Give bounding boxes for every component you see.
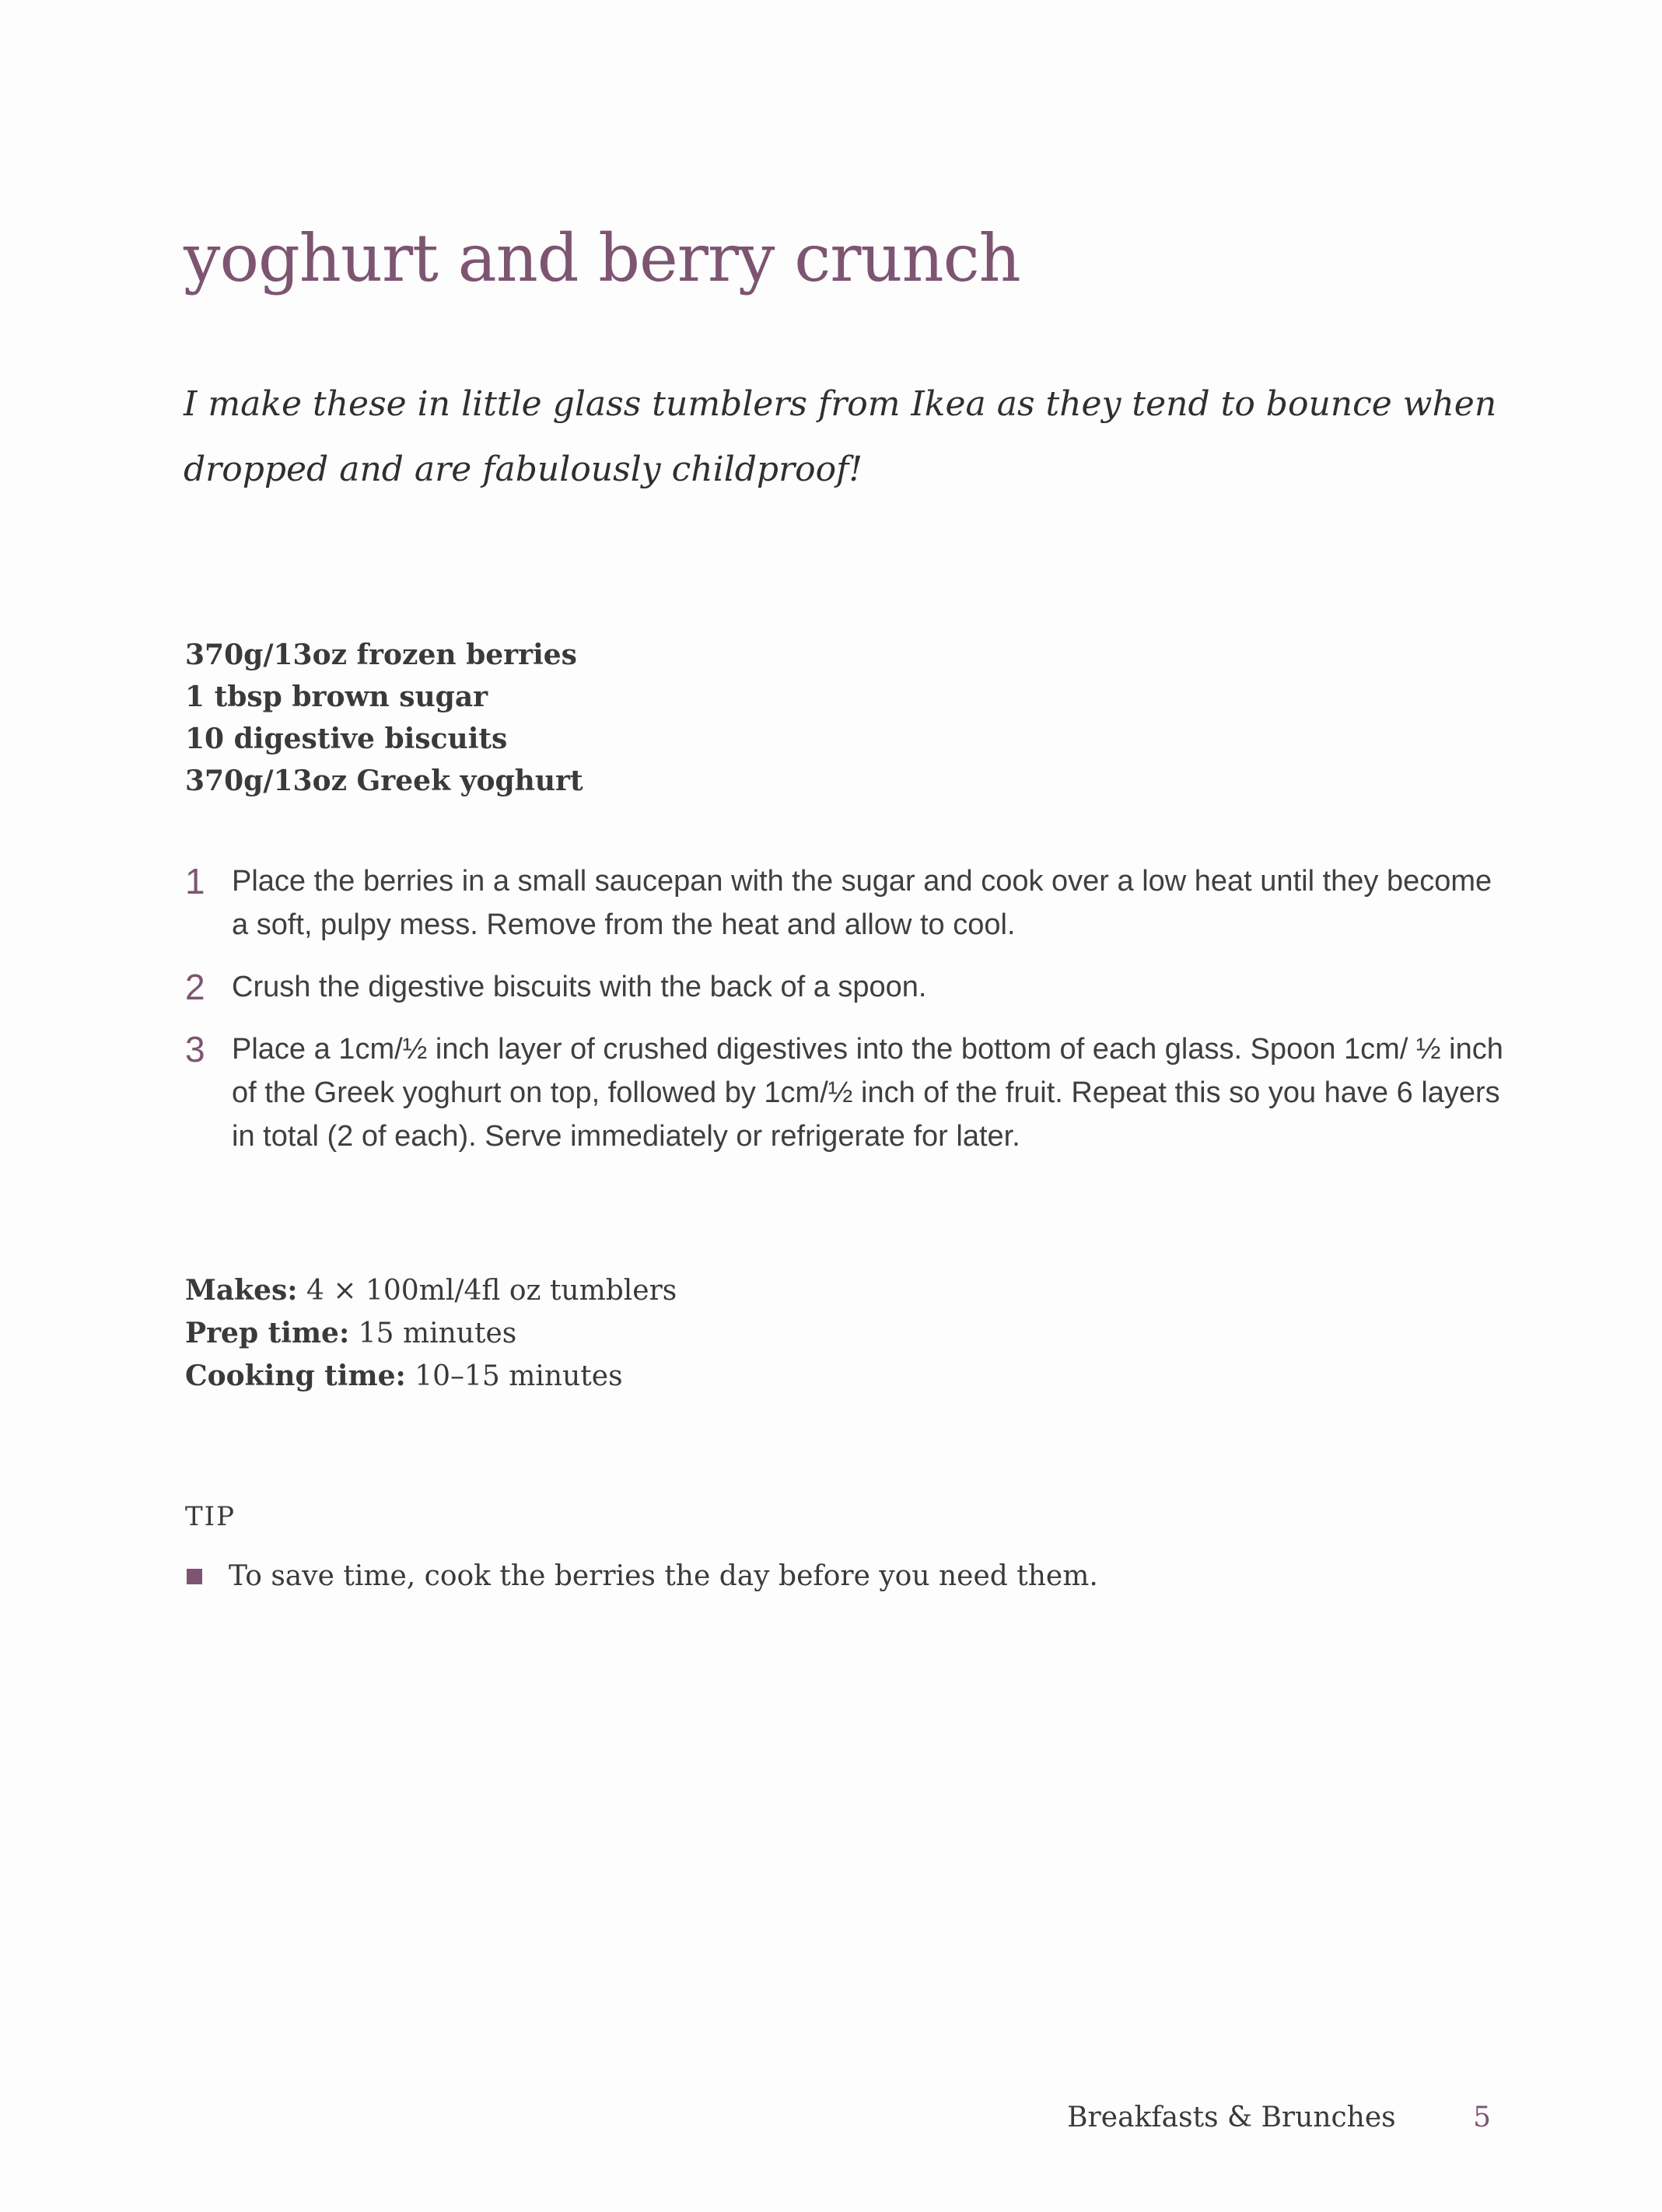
prep-time-row [185,1312,677,1355]
method-steps [185,859,1507,1177]
tip-item [187,1560,1098,1592]
ingredient-list [185,634,583,802]
page-number: 5 [1473,2102,1491,2133]
tip-heading: TIP [185,1501,236,1532]
ingredient-item: 1 tbsp brown sugar [185,681,488,713]
makes-label: Makes: [185,1274,298,1307]
method-step [185,1027,1507,1158]
step-text: Place the berries in a small saucepan with the sugar and cook over a low heat until they become a soft, pulpy mess. Remove from the heat and allow to cool. [232,865,1492,941]
cooking-time-value: 10–15 minutes [415,1360,623,1392]
method-step [185,859,1507,947]
prep-time-value: 15 minutes [358,1318,517,1349]
cooking-time-row [185,1355,677,1398]
makes-row [185,1269,677,1312]
step-text: Place a 1cm/½ inch layer of crushed digestives into the bottom of each glass. Spoon 1cm/ ½ inch of the Greek yoghurt on top, followed by 1cm/½ inch of the fruit. Repeat this so you have 6 layers in total (2 of each). Serve immediately or refrigerate for later. [232,1033,1503,1153]
ingredient-item: 370g/13oz Greek yoghurt [185,765,583,797]
ingredient-item: 10 digestive biscuits [185,723,508,755]
cooking-time-label: Cooking time: [185,1360,406,1392]
step-number: 2 [185,967,205,1007]
tip-text: To save time, cook the berries the day before you need them. [229,1560,1098,1592]
step-number: 1 [185,861,205,901]
ingredient-item: 370g/13oz frozen berries [185,639,577,671]
step-number: 3 [185,1029,205,1069]
square-bullet-icon [187,1569,202,1584]
footer-section-title: Breakfasts & Brunches [1067,2102,1396,2133]
recipe-title: yoghurt and berry crunch [184,220,1020,296]
step-text: Crush the digestive biscuits with the back of a spoon. [232,971,927,1003]
recipe-intro: I make these in little glass tumblers from Ikea as they tend to bounce when dropped and are fabulously childproof! [184,384,1497,489]
page-footer [1067,2102,1491,2133]
prep-time-label: Prep time: [185,1317,350,1349]
recipe-meta [185,1269,677,1398]
method-step [185,965,1507,1009]
makes-value: 4 × 100ml/4fl oz tumblers [306,1275,677,1307]
